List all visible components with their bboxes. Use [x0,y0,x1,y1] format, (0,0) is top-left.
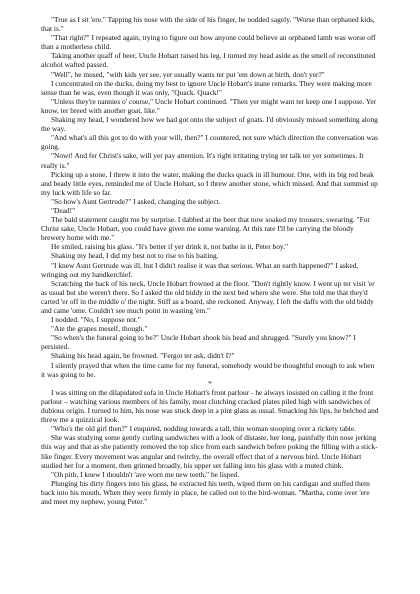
paragraph: Shaking his head again, he frowned. "Fergot ter ask, didn't I?" [51,351,235,361]
section-separator: * [208,378,212,388]
paragraph: "Unless they're nannies o' course," Uncle Hobart continued. "Then yer might want ter keep one I suppose. Yer know, ter breed with another goat, like." [41,96,377,115]
paragraph: "Ate the grapes meself, though." [51,324,148,334]
paragraph: I was sitting on the dilapidated sofa in Uncle Hobart's front parlour - he always insisted on calling it the front parlour – watching various members of his family, most clutching cracked plates piled high with sandwiches of dubious origin. I turned to him, his nose was stuck deep in a pint glass as usual. Smacking his lips, he belched and threw me a quizzical look. [41,387,379,425]
paragraph: "Well", he mused, "with kids yer see, yer usually wants ter put 'em down at birth, don't yer?" [51,69,325,79]
paragraph: Picking up a stone, I threw it into the water, making the ducks quack in ill humour. One, with its big red beak and beady little eyes, reminded me of Uncle Hobart, so I threw another stone, which missed. And that summed up my luck with life so far. [41,169,378,197]
paragraph: "Who's the old girl then?" I enquired, nodding towards a tall, thin woman stooping over a rickety table. [51,424,356,434]
paragraph: Shaking my head, I wondered how we had got onto the subject of goats. I'd obviously missed something along the way. [41,115,378,134]
paragraph: I silently prayed that when the time came for my funeral, somebody would be thoughtful enough to ask when it was going to be. [41,360,375,379]
paragraph: She was studying some gently curling sandwiches with a look of distaste, her long, painfully thin nose jerking this way and that as she patiently removed the top slice from each sandwich before poking the filling with a stick-like finger. Every movement was angular and twitchy, the overall effect that of a nervous bird. Uncle Hobart studied her for a moment, then grinned broadly, his upper set falling into his glass with a muted chink. [41,433,378,470]
paragraph: "True as I sit 'ere." Tapping his nose with the side of his finger, he nodded sagely. "Worse than orphaned kids, that is." [41,15,375,34]
paragraph: "Oh pith, I knew I thouldn't 'ave worn me new teeth," he lisped. [51,469,240,479]
paragraph: "Nowt! And fer Christ's sake, will yer pay attention. It's right irritating trying ter talk ter yer sometimes. It really is." [41,151,364,170]
paragraph: Plunging his dirty fingers into his glass, he extracted his teeth, wiped them on his cardigan and stuffed them back into his mouth. When they were firmly in place, he called out to the bird-woman. "Martha, come over 'ere and meet my nephew, young Peter." [41,478,370,506]
paragraph: "And what's all this got to do with your will, then?" I countered, not sure which direction the conversation was going. [41,133,378,152]
paragraph: Taking another quaff of beer, Uncle Hobart raised his leg. I turned my head aside as the smell of reconstituted alcohol wafted passed. [41,51,376,70]
paragraph: "That right?" I repeated again, trying to figure out how anyone could believe an orphaned lamb was worse off than a motherless child. [41,33,376,52]
text-section-before [41,15,379,379]
paragraph: I concentrated on the ducks, doing my best to ignore Uncle Hobart's inane remarks. They were making more sense than he was, even though it was only, "Quack. Quack!" [41,78,372,97]
paragraph: The bald statement caught me by surprise. I dabbed at the beer that now soaked my trousers, swearing. "For Christ sake, Uncle Hobart, you could have given me some warning. At this rate I'll be carrying the bloody brewery home with me." [41,215,370,243]
paragraph: He smiled, raising his glass. "It's better if yer drink it, not bathe in it, Peter boy." [51,242,288,252]
paragraph: "So how's Aunt Gertrude?" I asked, changing the subject. [51,196,221,206]
paragraph: "Dead!" [51,205,76,215]
paragraph: Scratching the back of his neck, Uncle Hobart frowned at the floor. "Don't rightly know. I went up ter visit 'er as usual but she weren't there. So I asked the old biddy in the next bed where she were. She told me that they'd carted 'er off in the middle o' the night. Stiff as a board, she reckoned. Anyway, I left the daffs with the old biddy and came 'ome. Couldn't see much point in wasting 'em." [41,278,375,315]
paragraph: "So when's the funeral going to be?" Uncle Hobart shook his head and shrugged. "Surely you know?" I persisted. [41,333,356,352]
text-section-after [41,388,379,506]
paragraph: I nodded. "No, I suppose not." [51,315,141,325]
paragraph: Shaking my head, I did my best not to rise to his baiting. [51,251,219,261]
paragraph: "I knew Aunt Gertrude was ill, but I didn't realise it was that serious. What an earth happened?" I asked, wringing out my handkerchief. [41,260,359,279]
